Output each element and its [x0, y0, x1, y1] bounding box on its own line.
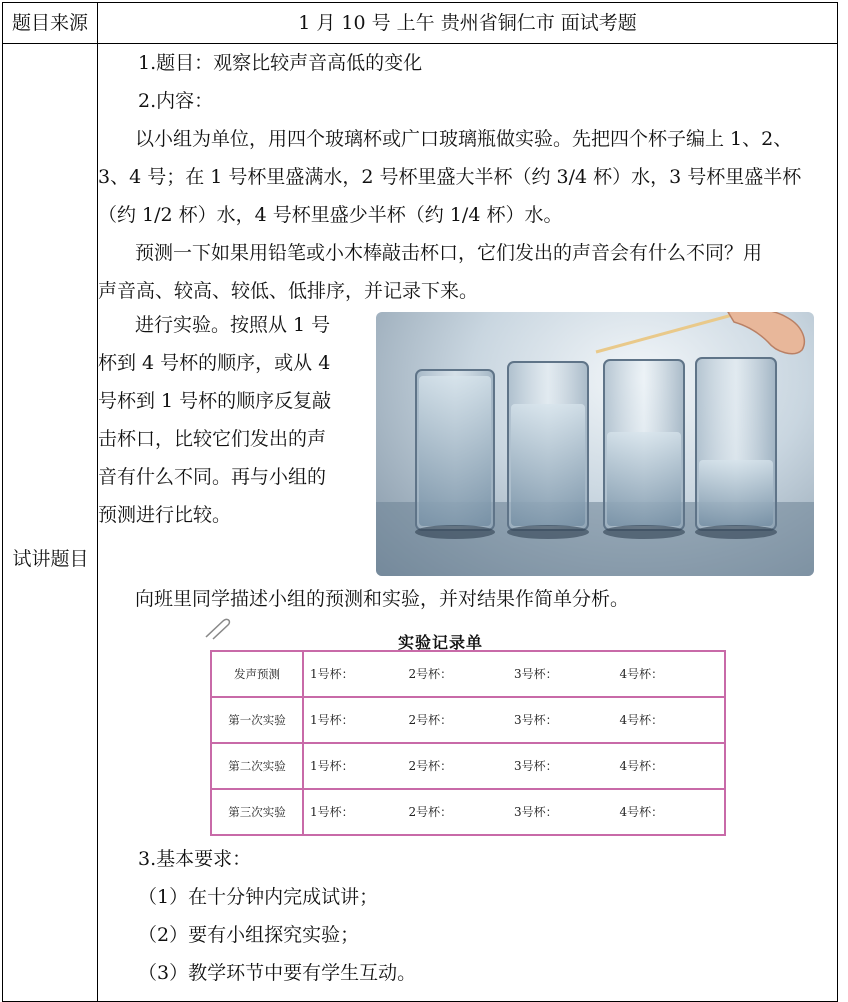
cup-cell: 2号杯：	[409, 789, 515, 835]
para1-line3: （约 1/2 杯）水，4 号杯里盛少半杯（约 1/4 杯）水。	[98, 204, 563, 227]
cup-cell: 1号杯：	[303, 743, 409, 789]
record-sheet-title: 实验记录单	[398, 633, 484, 653]
paperclip-icon	[203, 617, 233, 641]
requirement-item: （1）在十分钟内完成试讲；	[138, 886, 379, 909]
cup-cell: 1号杯：	[303, 697, 409, 743]
para3-line: 击杯口，比较它们发出的声	[98, 428, 327, 451]
record-row	[211, 743, 725, 789]
para4-line: 向班里同学描述小组的预测和实验，并对结果作简单分析。	[135, 588, 630, 611]
cup-cell: 1号杯：	[303, 789, 409, 835]
para3-line: 杯到 4 号杯的顺序，或从 4	[98, 352, 331, 375]
glasses-with-water-icon	[376, 312, 814, 576]
requirement-item: （3）教学环节中要有学生互动。	[138, 962, 417, 985]
requirements	[98, 840, 838, 992]
source-title: 1 月 10 号 上午 贵州省铜仁市 面试考题	[98, 3, 838, 44]
requirement-item: （2）要有小组探究实验；	[138, 924, 360, 947]
topic-line: 1.题目：观察比较声音高低的变化	[138, 52, 423, 75]
cup-cell: 2号杯：	[409, 743, 515, 789]
record-row	[211, 789, 725, 835]
para3-line: 预测进行比较。	[98, 504, 232, 527]
row-label: 第一次实验	[211, 697, 303, 743]
experiment-text	[98, 306, 368, 534]
record-row	[211, 651, 725, 697]
cup-cell: 2号杯：	[409, 697, 515, 743]
content-heading: 2.内容：	[138, 90, 214, 113]
cup-cell: 3号杯：	[514, 789, 620, 835]
cup-cell: 2号杯：	[409, 651, 515, 697]
requirements-heading: 3.基本要求：	[138, 848, 252, 871]
side-cell	[3, 44, 98, 1002]
content-cell	[98, 44, 838, 1002]
para1-line1: 以小组为单位，用四个玻璃杯或广口玻璃瓶做实验。先把四个杯子编上 1、2、	[135, 128, 793, 151]
exam-table	[2, 2, 838, 1002]
content-body	[98, 44, 837, 985]
cup-cell: 3号杯：	[514, 743, 620, 789]
para1-line2: 3、4 号；在 1 号杯里盛满水，2 号杯里盛大半杯（约 3/4 杯）水，3 号杯里盛半杯	[98, 166, 802, 189]
describe-paragraph	[98, 580, 838, 618]
record-sheet-table	[210, 650, 726, 836]
para2-line2: 声音高、较高、较低、低排序，并记录下来。	[98, 280, 479, 303]
para3-line: 进行实验。按照从 1 号	[135, 314, 331, 337]
row-label: 发声预测	[211, 651, 303, 697]
row-label: 第三次实验	[211, 789, 303, 835]
source-label: 题目来源	[3, 3, 98, 44]
para2-line1: 预测一下如果用铅笔或小木棒敲击杯口，它们发出的声音会有什么不同？用	[135, 242, 763, 265]
cup-cell: 4号杯：	[620, 743, 726, 789]
cup-cell: 4号杯：	[620, 789, 726, 835]
cup-cell: 3号杯：	[514, 651, 620, 697]
glasses-photo	[376, 312, 814, 576]
row-label: 第二次实验	[211, 743, 303, 789]
record-row	[211, 697, 725, 743]
cup-cell: 3号杯：	[514, 697, 620, 743]
side-label: 试讲题目	[12, 548, 89, 571]
cup-cell: 4号杯：	[620, 697, 726, 743]
cup-cell: 1号杯：	[303, 651, 409, 697]
cup-cell: 4号杯：	[620, 651, 726, 697]
para3-line: 号杯到 1 号杯的顺序反复敲	[98, 390, 332, 413]
content-row	[3, 44, 838, 1002]
header-row	[3, 3, 838, 44]
para3-line: 音有什么不同。再与小组的	[98, 466, 327, 489]
